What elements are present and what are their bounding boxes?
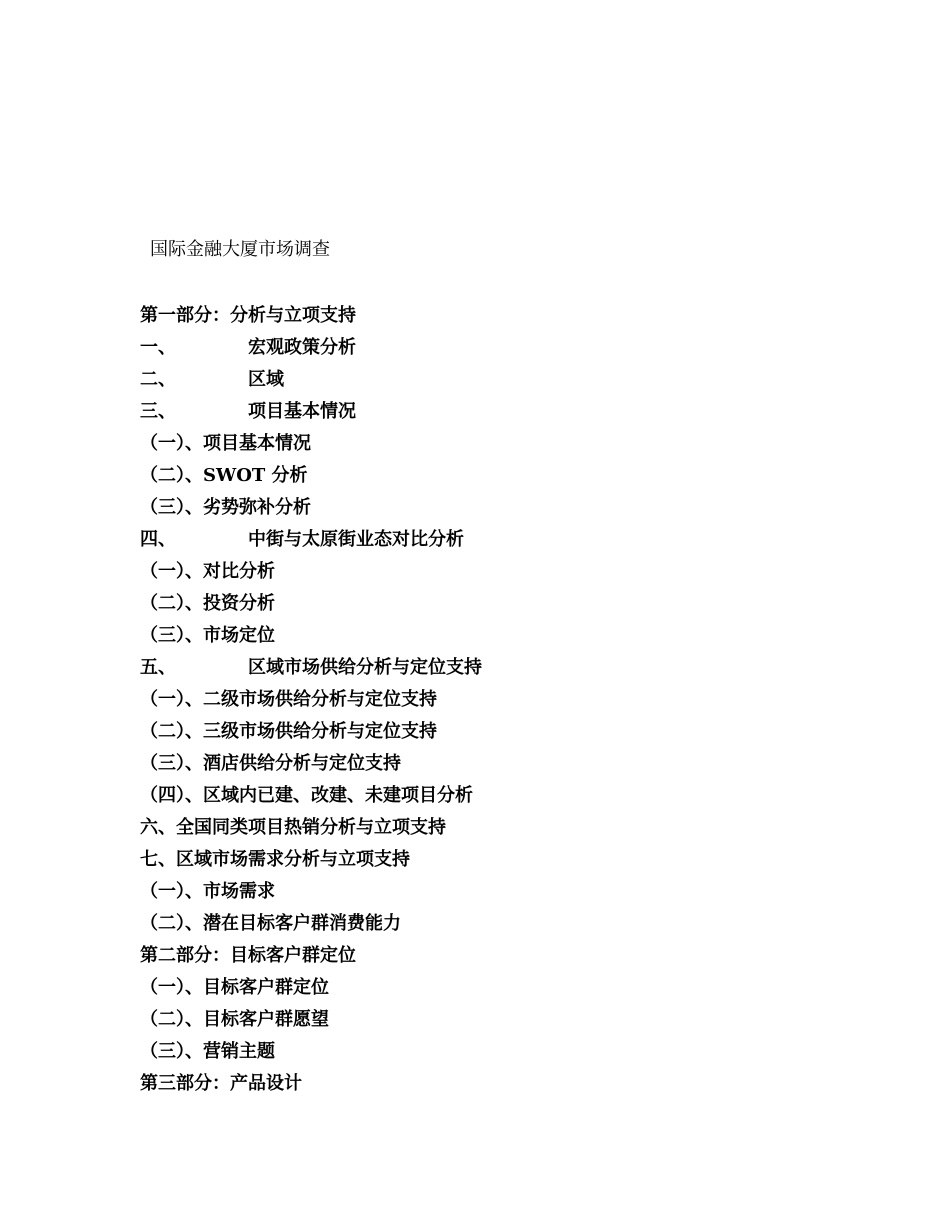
toc-line-text: 第三部分：产品设计 (140, 1073, 302, 1094)
toc-line-text: （三）、市场定位 (140, 625, 275, 646)
toc-line (140, 300, 840, 332)
toc-line (140, 844, 840, 876)
toc-line-text: （一）、市场需求 (140, 881, 275, 902)
toc-line (140, 396, 840, 428)
toc-line-text: （二）、投资分析 (140, 593, 275, 614)
toc-line-text: （一）、目标客户群定位 (140, 977, 329, 998)
toc-line (140, 908, 840, 940)
toc-line (140, 1036, 840, 1068)
toc-line-text: 宏观政策分析 (248, 337, 356, 358)
document-title: 国际金融大厦市场调查 (150, 239, 330, 260)
table-of-contents (140, 300, 840, 1100)
toc-line (140, 1004, 840, 1036)
toc-line (140, 428, 840, 460)
toc-line-number: 二、 (140, 369, 176, 390)
toc-line (140, 652, 840, 684)
toc-line-text: （二）、潜在目标客户群消费能力 (140, 913, 401, 934)
toc-line-text: （一）、对比分析 (140, 561, 275, 582)
toc-line-number: 三、 (140, 401, 176, 422)
toc-line-text: （一）、二级市场供给分析与定位支持 (140, 689, 437, 710)
toc-line (140, 588, 840, 620)
toc-line-text: （二）、三级市场供给分析与定位支持 (140, 721, 437, 742)
toc-line (140, 780, 840, 812)
toc-line-text: （三）、营销主题 (140, 1041, 275, 1062)
toc-line (140, 460, 840, 492)
toc-line-text: 区域市场供给分析与定位支持 (248, 657, 482, 678)
toc-line (140, 972, 840, 1004)
toc-line (140, 1068, 840, 1100)
toc-line-text: （二）、SWOT 分析 (140, 465, 308, 486)
toc-line-text: （二）、目标客户群愿望 (140, 1009, 329, 1030)
toc-line (140, 716, 840, 748)
toc-line-text: 六、全国同类项目热销分析与立项支持 (140, 817, 446, 838)
toc-line (140, 812, 840, 844)
toc-line-text: （四）、区域内已建、改建、未建项目分析 (140, 785, 473, 806)
toc-line-number: 一、 (140, 337, 176, 358)
toc-line (140, 524, 840, 556)
toc-line-text: 中街与太原街业态对比分析 (248, 529, 464, 550)
toc-line-text: 项目基本情况 (248, 401, 356, 422)
toc-line-number: 四、 (140, 529, 176, 550)
toc-line (140, 876, 840, 908)
toc-line (140, 748, 840, 780)
toc-line-text: 区域 (248, 369, 284, 390)
toc-line-text: 七、区域市场需求分析与立项支持 (140, 849, 410, 870)
toc-line-number: 五、 (140, 657, 176, 678)
toc-line (140, 620, 840, 652)
toc-line-text: 第一部分：分析与立项支持 (140, 305, 356, 326)
toc-line-text: （一）、项目基本情况 (140, 433, 311, 454)
toc-line-text: （三）、酒店供给分析与定位支持 (140, 753, 401, 774)
toc-line (140, 332, 840, 364)
toc-line (140, 364, 840, 396)
toc-line (140, 556, 840, 588)
toc-line (140, 940, 840, 972)
toc-line (140, 684, 840, 716)
toc-line-text: 第二部分：目标客户群定位 (140, 945, 356, 966)
toc-line (140, 492, 840, 524)
toc-line-text: （三）、劣势弥补分析 (140, 497, 311, 518)
